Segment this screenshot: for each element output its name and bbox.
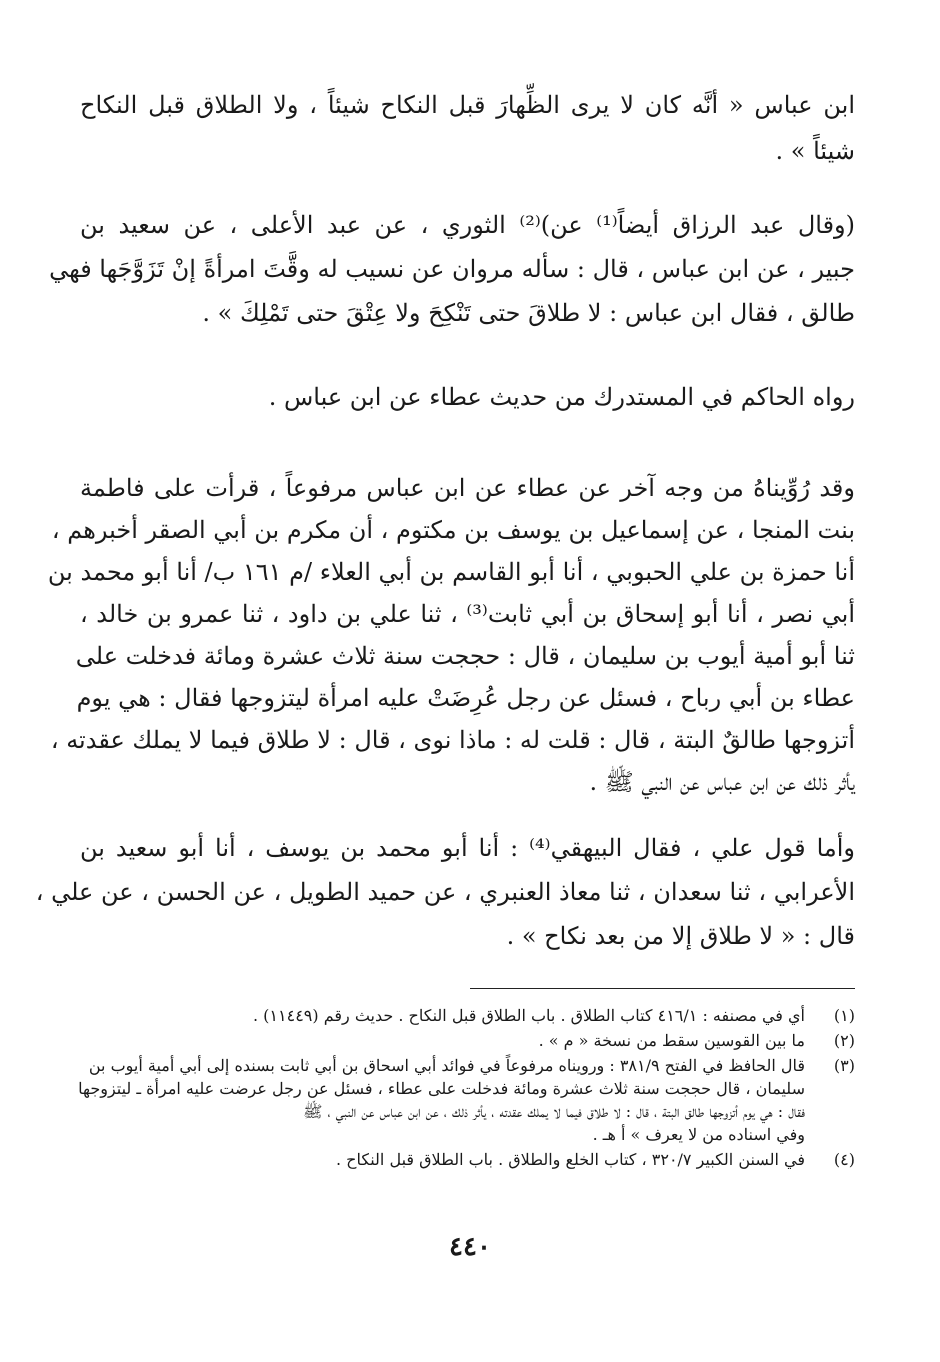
text-line: أتزوجها طالقٌ البتة ، قال : قلت له : ماذا نوى ، قال : لا طلاق فيما لا يملك عقدته ، — [50, 726, 855, 754]
text-line: ثنا أبو أمية أيوب بن سليمان ، قال : حججت سنة ثلاث عشرة ومائة فدخلت على — [75, 642, 855, 670]
footnote-1 — [85, 1004, 855, 1027]
paragraph-hakim — [80, 375, 855, 419]
footnote-line: في السنن الكبير ٣٢٠/٧ ، كتاب الخلع والطلاق . باب الطلاق قبل النكاح . — [336, 1150, 805, 1169]
text-line: (وقال عبد الرزاق أيضاً⁽¹⁾ عن)⁽²⁾ الثوري ، عن عبد الأعلى ، عن سعيد بن — [80, 211, 855, 239]
text-line: عطاء بن أبي رباح ، فسئل عن رجل عُرِضَتْ عليه امرأة ليتزوجها فقال : هي يوم — [76, 684, 855, 712]
footnote-line: قال الحافظ في الفتح ٣٨١/٩ : ورويناه مرفوعاً في فوائد أبي اسحاق بن أبي ثابت بسنده إلى أبي أمية أيوب بن — [88, 1056, 805, 1075]
footnote-2 — [85, 1029, 855, 1052]
footnote-4 — [85, 1148, 855, 1171]
text-line: رواه الحاكم في المستدرك من حديث عطاء عن ابن عباس . — [268, 383, 855, 411]
text-line: أبي نصر ، أنا أبو إسحاق بن أبي ثابت⁽³⁾ ، ثنا علي بن داود ، ثنا عمرو بن خالد ، — [80, 600, 856, 628]
text-line: قال : « لا طلاق إلا من بعد نكاح » . — [506, 922, 855, 950]
footnote-3 — [78, 1054, 855, 1146]
footnote-number: (٢) — [833, 1031, 855, 1050]
text-line: وقد رُوِّيناهُ من وجه آخر عن عطاء عن ابن عباس مرفوعاً ، قرأت على فاطمة — [80, 474, 855, 502]
text-line: جبير ، عن ابن عباس ، قال : سأله مروان عن نسيب له وقَّتَ امرأةً إنْ تَزَوَّجَها فهي — [49, 255, 855, 283]
footnote-line: أي في مصنفه : ٤١٦/١ كتاب الطلاق . باب الطلاق قبل النكاح . حديث رقم (١١٤٤٩) . — [253, 1006, 805, 1025]
page-number: ٤٤٠ — [449, 1232, 491, 1262]
footnote-line: وفي اسناده من لا يعرف » أ هـ . — [592, 1125, 805, 1144]
text-line: ابن عباس « أنَّه كان لا يرى الظِّهارَ قبل النكاح شيئاً ، ولا الطلاق قبل النكاح — [80, 91, 855, 119]
text-line: الأعرابي ، ثنا سعدان ، ثنا معاذ العنبري ، عن حميد الطويل ، عن الحسن ، عن علي ، — [35, 878, 855, 906]
paragraph-marfu-narration — [47, 467, 856, 803]
text-line: وأما قول علي ، فقال البيهقي⁽⁴⁾ : أنا أبو محمد بن يوسف ، أنا أبو سعيد بن — [80, 834, 855, 862]
footnote-number: (١) — [833, 1006, 855, 1025]
footnote-number: (٤) — [833, 1150, 855, 1169]
footnote-line: فقال : هي يوم أتزوجها طالق البتة ، قال : لا طلاق فيما لا يملك عقدته ، يأثر ذلك ، عن ابن عباس عن النبي ، ﷺ — [303, 1102, 805, 1121]
text-line: يأثر ذلك عن ابن عباس عن النبي ﷺ . — [589, 768, 855, 796]
paragraph-ali-bayhaqi — [35, 826, 855, 958]
footnote-separator — [470, 988, 855, 989]
text-line: شيئاً » . — [775, 137, 855, 165]
paragraph-abd-al-razzaq — [49, 203, 855, 335]
text-line: أنا حمزة بن علي الحبوبي ، أنا أبو القاسم بن أبي العلاء /م ١٦١ ب/ أنا أبو محمد بن — [47, 558, 855, 586]
text-line: طالق ، فقال ابن عباس : لا طلاقَ حتى تَنْكِحَ ولا عِتْقَ حتى تَمْلِكَ » . — [202, 299, 855, 327]
footnote-line: سليمان ، قال حججت سنة ثلاث عشرة ومائة فدخلت على عطاء ، فسئل عن رجل عرضت عليه امرأة ـ ليتزوجها — [78, 1079, 805, 1098]
footnotes — [78, 1004, 855, 1173]
footnote-number: (٣) — [833, 1056, 855, 1075]
paragraph-ibn-abbas-zihar — [80, 82, 855, 174]
footnote-line: ما بين القوسين سقط من نسخة « م » . — [538, 1031, 805, 1050]
text-line: بنت المنجا ، عن إسماعيل بن يوسف بن مكتوم ، أن مكرم بن أبي الصقر أخبرهم ، — [51, 516, 855, 544]
